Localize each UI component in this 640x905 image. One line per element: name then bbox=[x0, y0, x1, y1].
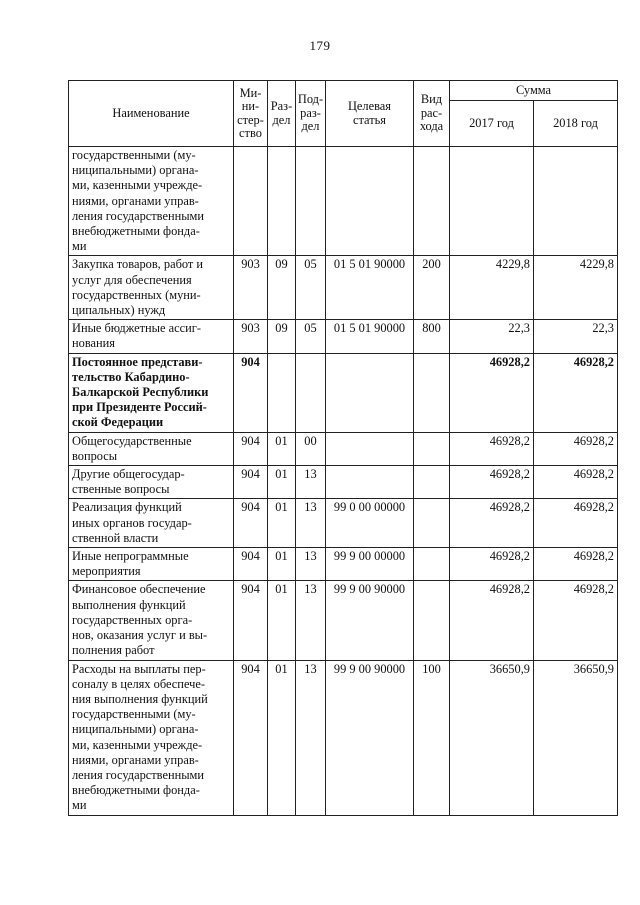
table-row bbox=[69, 147, 618, 256]
cell-target bbox=[326, 147, 414, 256]
cell-ministry: 903 bbox=[234, 256, 268, 320]
cell-podrazdel bbox=[296, 353, 326, 432]
header-ministry: Ми- ни- стер- ство bbox=[234, 81, 268, 147]
cell-ministry: 904 bbox=[234, 581, 268, 660]
cell-podrazdel bbox=[296, 147, 326, 256]
cell-target bbox=[326, 432, 414, 465]
cell-sum-2018: 46928,2 bbox=[534, 353, 618, 432]
header-vid: Вид рас- хода bbox=[414, 81, 450, 147]
cell-ministry: 904 bbox=[234, 432, 268, 465]
cell-sum-2017: 4229,8 bbox=[450, 256, 534, 320]
cell-podrazdel: 13 bbox=[296, 660, 326, 815]
cell-target: 01 5 01 90000 bbox=[326, 320, 414, 353]
cell-razdel: 01 bbox=[268, 466, 296, 499]
cell-razdel: 01 bbox=[268, 432, 296, 465]
cell-target: 99 9 00 00000 bbox=[326, 548, 414, 581]
table-row bbox=[69, 548, 618, 581]
cell-razdel: 09 bbox=[268, 320, 296, 353]
cell-vid: 100 bbox=[414, 660, 450, 815]
cell-name: Финансовое обеспечение выполнения функций государственных орга- нов, оказания услуг и вы- полнения работ bbox=[69, 581, 234, 660]
cell-sum-2018: 36650,9 bbox=[534, 660, 618, 815]
cell-sum-2018: 46928,2 bbox=[534, 499, 618, 548]
header-podrazdel: Под- раз- дел bbox=[296, 81, 326, 147]
cell-target bbox=[326, 466, 414, 499]
cell-name: Иные бюджетные ассиг- нования bbox=[69, 320, 234, 353]
cell-razdel: 01 bbox=[268, 548, 296, 581]
table-row bbox=[69, 581, 618, 660]
header-year-2017: 2017 год bbox=[450, 101, 534, 147]
cell-vid bbox=[414, 353, 450, 432]
header-year-2018: 2018 год bbox=[534, 101, 618, 147]
cell-podrazdel: 13 bbox=[296, 466, 326, 499]
cell-vid bbox=[414, 581, 450, 660]
cell-name: Расходы на выплаты пер- соналу в целях обеспече- ния выполнения функций государственными (му- ниципальными) органа- ми, казенными учрежде- ниями, органами управ- ления государственными внебюджетными фонда- ми bbox=[69, 660, 234, 815]
cell-vid: 200 bbox=[414, 256, 450, 320]
table-row bbox=[69, 432, 618, 465]
cell-sum-2018: 46928,2 bbox=[534, 466, 618, 499]
cell-target: 99 9 00 90000 bbox=[326, 660, 414, 815]
cell-target: 99 0 00 00000 bbox=[326, 499, 414, 548]
cell-vid bbox=[414, 466, 450, 499]
table-row bbox=[69, 466, 618, 499]
table-header bbox=[69, 81, 618, 147]
cell-sum-2017: 46928,2 bbox=[450, 432, 534, 465]
cell-sum-2017: 36650,9 bbox=[450, 660, 534, 815]
cell-podrazdel: 13 bbox=[296, 548, 326, 581]
cell-razdel: 01 bbox=[268, 660, 296, 815]
cell-sum-2017: 46928,2 bbox=[450, 548, 534, 581]
cell-sum-2017: 46928,2 bbox=[450, 581, 534, 660]
cell-razdel: 09 bbox=[268, 256, 296, 320]
cell-podrazdel: 05 bbox=[296, 256, 326, 320]
table-body bbox=[69, 147, 618, 816]
cell-sum-2018: 46928,2 bbox=[534, 432, 618, 465]
cell-sum-2017: 46928,2 bbox=[450, 499, 534, 548]
cell-name: Закупка товаров, работ и услуг для обеспечения государственных (муни- ципальных) нужд bbox=[69, 256, 234, 320]
page-number: 179 bbox=[309, 38, 331, 53]
header-target: Целевая статья bbox=[326, 81, 414, 147]
cell-name: государственными (му- ниципальными) органа- ми, казенными учрежде- ниями, органами управ- ления государственными внебюджетными фонда- ми bbox=[69, 147, 234, 256]
cell-name: Другие общегосудар- ственные вопросы bbox=[69, 466, 234, 499]
cell-podrazdel: 00 bbox=[296, 432, 326, 465]
cell-sum-2017: 46928,2 bbox=[450, 466, 534, 499]
cell-target bbox=[326, 353, 414, 432]
table-row bbox=[69, 660, 618, 815]
cell-ministry: 903 bbox=[234, 320, 268, 353]
cell-vid bbox=[414, 499, 450, 548]
cell-vid bbox=[414, 548, 450, 581]
cell-ministry: 904 bbox=[234, 499, 268, 548]
cell-name: Реализация функций иных органов государ- ственной власти bbox=[69, 499, 234, 548]
header-sum: Сумма bbox=[450, 81, 618, 101]
header-razdel: Раз- дел bbox=[268, 81, 296, 147]
table-row bbox=[69, 353, 618, 432]
cell-ministry: 904 bbox=[234, 660, 268, 815]
cell-target: 01 5 01 90000 bbox=[326, 256, 414, 320]
cell-podrazdel: 13 bbox=[296, 499, 326, 548]
cell-vid: 800 bbox=[414, 320, 450, 353]
table-row bbox=[69, 256, 618, 320]
cell-razdel bbox=[268, 147, 296, 256]
cell-name: Общегосударственные вопросы bbox=[69, 432, 234, 465]
header-name: Наименование bbox=[69, 81, 234, 147]
cell-podrazdel: 13 bbox=[296, 581, 326, 660]
cell-vid bbox=[414, 147, 450, 256]
cell-ministry: 904 bbox=[234, 353, 268, 432]
table-row bbox=[69, 499, 618, 548]
cell-sum-2017 bbox=[450, 147, 534, 256]
cell-ministry bbox=[234, 147, 268, 256]
cell-sum-2018: 46928,2 bbox=[534, 548, 618, 581]
cell-sum-2018: 4229,8 bbox=[534, 256, 618, 320]
cell-sum-2018: 22,3 bbox=[534, 320, 618, 353]
cell-ministry: 904 bbox=[234, 548, 268, 581]
cell-vid bbox=[414, 432, 450, 465]
table-row bbox=[69, 320, 618, 353]
cell-razdel: 01 bbox=[268, 581, 296, 660]
cell-target: 99 9 00 90000 bbox=[326, 581, 414, 660]
cell-sum-2018: 46928,2 bbox=[534, 581, 618, 660]
cell-ministry: 904 bbox=[234, 466, 268, 499]
cell-sum-2018 bbox=[534, 147, 618, 256]
cell-name: Иные непрограммные мероприятия bbox=[69, 548, 234, 581]
cell-razdel: 01 bbox=[268, 499, 296, 548]
cell-razdel bbox=[268, 353, 296, 432]
cell-sum-2017: 22,3 bbox=[450, 320, 534, 353]
cell-podrazdel: 05 bbox=[296, 320, 326, 353]
cell-name: Постоянное представи- тельство Кабардино- Балкарской Республики при Президенте Россий- ской Федерации bbox=[69, 353, 234, 432]
cell-sum-2017: 46928,2 bbox=[450, 353, 534, 432]
budget-table bbox=[68, 80, 618, 816]
